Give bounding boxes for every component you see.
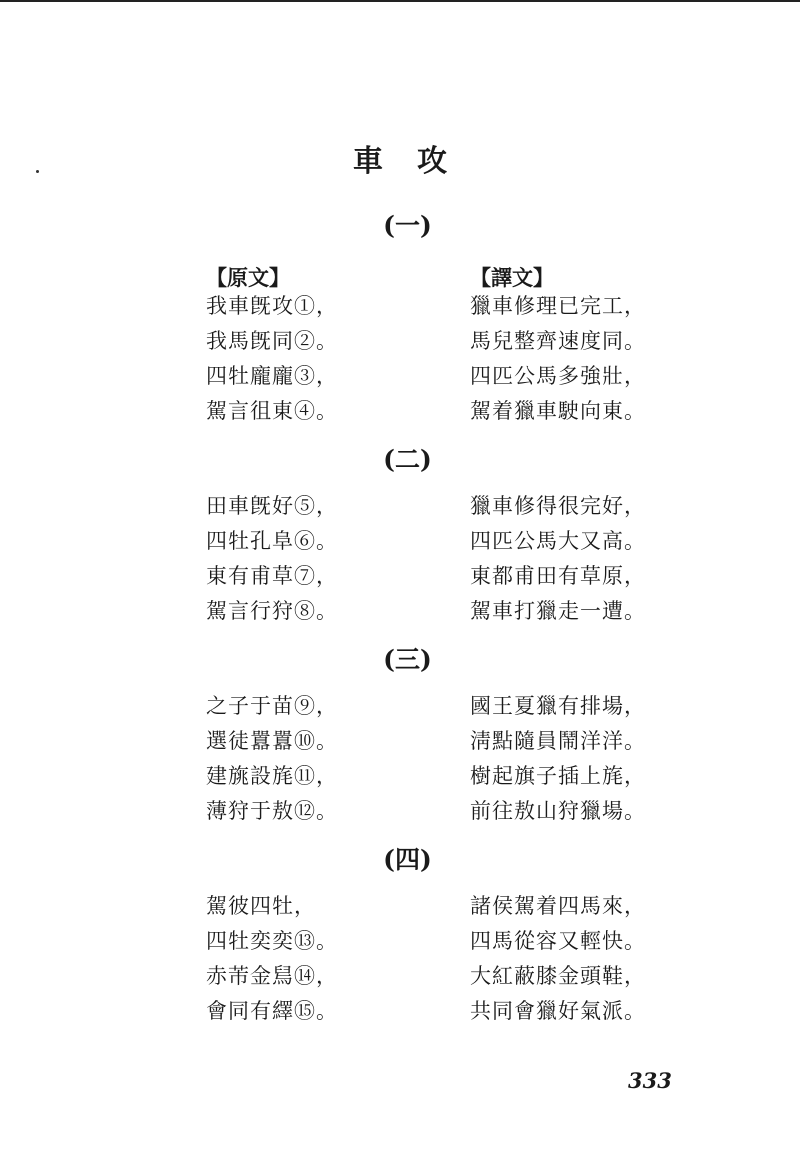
original-line: 之子于苗⑨， [206, 694, 338, 718]
translation-line: 馬兒整齊速度同。 [470, 329, 646, 353]
translation-line: 駕車打獵走一遭。 [470, 599, 646, 623]
page-number: 333 [628, 1068, 672, 1093]
translation-line: 淸點隨員鬧洋洋。 [470, 729, 646, 753]
translation-line: 國王夏獵有排場， [470, 694, 646, 718]
translation-line: 獵車修得很完好， [470, 494, 646, 518]
original-line: 建旐設旄⑪， [206, 764, 338, 788]
original-line: 薄狩于敖⑫。 [206, 799, 338, 823]
translation-line: 大紅蔽膝金頭鞋， [470, 964, 646, 988]
section-label-1: (一) [383, 211, 432, 240]
original-line: 四牡奕奕⑬。 [206, 929, 338, 953]
translation-line: 四匹公馬大又高。 [470, 529, 646, 553]
poem-title: 車攻 [353, 144, 481, 179]
original-line: 駕言徂東④。 [206, 399, 338, 423]
header-original: 【原文】 [206, 265, 290, 290]
translation-line: 四匹公馬多強壯， [470, 364, 646, 388]
translation-line: 樹起旗子插上旄， [470, 764, 646, 788]
section-label-3: (三) [383, 645, 432, 674]
translation-line: 共同會獵好氣派。 [470, 999, 646, 1023]
translation-line: 獵車修理已完工， [470, 294, 646, 318]
header-translation: 【譯文】 [470, 265, 554, 290]
original-line: 四牡孔阜⑥。 [206, 529, 338, 553]
translation-line: 四馬從容又輕快。 [470, 929, 646, 953]
top-rule [0, 0, 800, 2]
original-line: 駕言行狩⑧。 [206, 599, 338, 623]
original-line: 四牡龐龐③， [206, 364, 338, 388]
original-line: 我車旣攻①， [206, 294, 338, 318]
translation-line: 諸侯駕着四馬來， [470, 894, 646, 918]
original-line: 赤芾金舃⑭， [206, 964, 338, 988]
translation-line: 前往敖山狩獵場。 [470, 799, 646, 823]
original-line: 田車旣好⑤， [206, 494, 338, 518]
section-label-4: (四) [383, 845, 432, 874]
translation-line: 東都甫田有草原， [470, 564, 646, 588]
original-line: 東有甫草⑦， [206, 564, 338, 588]
original-line: 我馬旣同②。 [206, 329, 338, 353]
translation-line: 駕着獵車駛向東。 [470, 399, 646, 423]
original-line: 選徒囂囂⑩。 [206, 729, 338, 753]
original-line: 駕彼四牡， [206, 894, 316, 918]
section-label-2: (二) [383, 445, 432, 474]
original-line: 會同有繹⑮。 [206, 999, 338, 1023]
